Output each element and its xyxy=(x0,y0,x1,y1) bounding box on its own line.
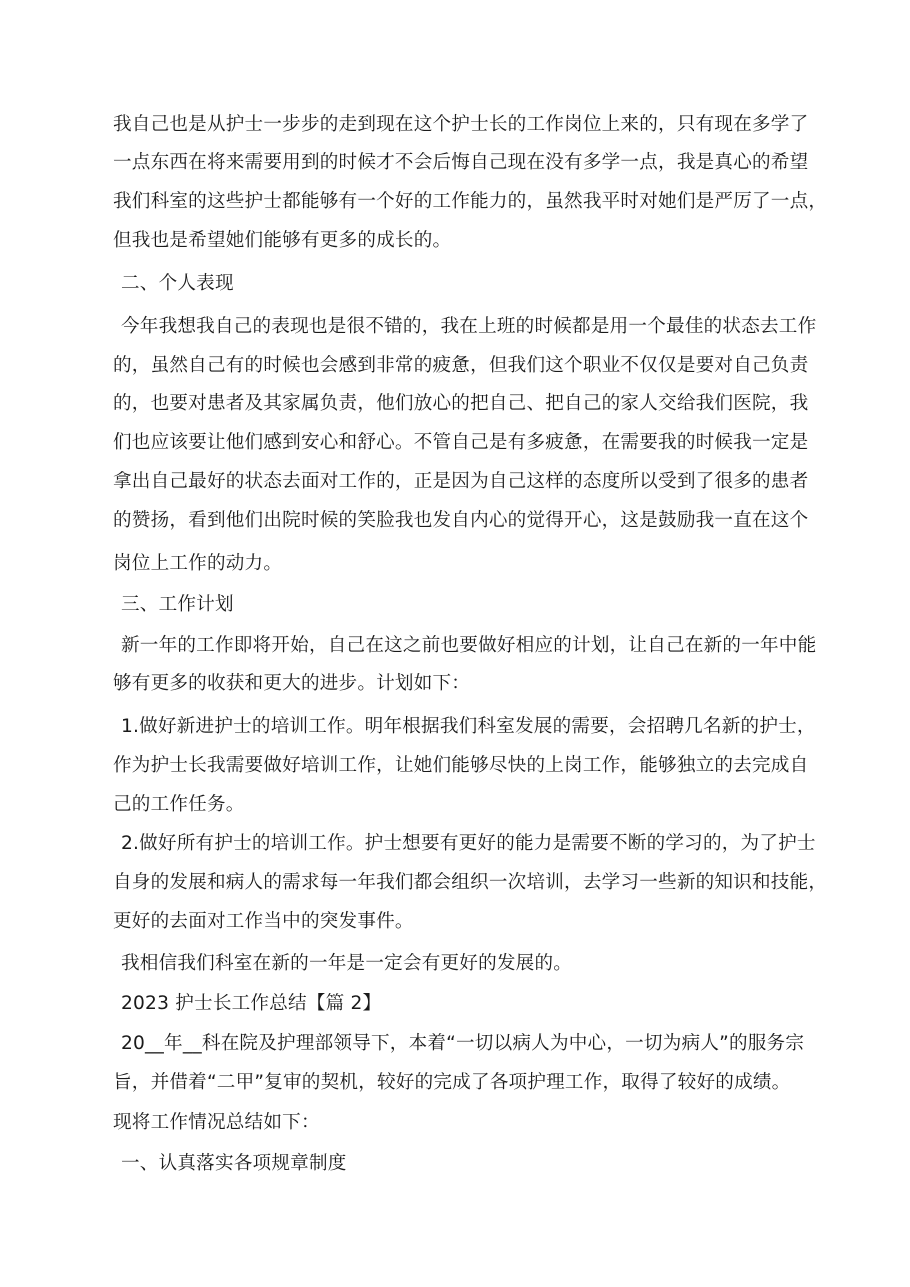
paragraph-line: 够有更多的收获和更大的进步。计划如下： xyxy=(113,673,471,694)
paragraph-line: 今年我想我自己的表现也是很不错的，我在上班的时候都是用一个最佳的状态去工作 xyxy=(121,316,817,337)
list-item-line: 1.做好新进护士的培训工作。明年根据我们科室发展的需要，会招聘几名新的护士， xyxy=(121,716,816,737)
section-heading: 三、工作计划 xyxy=(121,594,234,615)
paragraph-line: 的，也要对患者及其家属负责，他们放心的把自己、把自己的家人交给我们医院，我 xyxy=(113,393,809,414)
section-heading: 一、认真落实各项规章制度 xyxy=(121,1153,347,1174)
list-item-line: 2.做好所有护士的培训工作。护士想要有更好的能力是需要不断的学习的，为了护士 xyxy=(121,833,816,854)
paragraph-line: 我们科室的这些护士都能够有一个好的工作能力的，虽然我平时对她们是严厉了一点， xyxy=(113,191,828,212)
paragraph-line: 的赞扬，看到他们出院时候的笑脸我也发自内心的觉得开心，这是鼓励我一直在这个 xyxy=(113,510,809,531)
paragraph-line: 旨，并借着“二甲”复审的契机，较好的完成了各项护理工作，取得了较好的成绩。 xyxy=(113,1072,791,1093)
paragraph-line: 新一年的工作即将开始，自己在这之前也要做好相应的计划，让自己在新的一年中能 xyxy=(121,635,817,656)
paragraph-line: 更好的去面对工作当中的突发事件。 xyxy=(113,911,414,932)
paragraph-line: 但我也是希望她们能够有更多的成长的。 xyxy=(113,230,452,251)
paragraph-line: 拿出自己最好的状态去面对工作的，正是因为自己这样的态度所以受到了很多的患者 xyxy=(113,471,809,492)
article-title: 2023 护士长工作总结【篇 2】 xyxy=(121,993,382,1014)
paragraph-line: 们也应该要让他们感到安心和舒心。不管自己是有多疲惫，在需要我的时候我一定是 xyxy=(113,432,809,453)
paragraph-line: 我相信我们科室在新的一年是一定会有更好的发展的。 xyxy=(121,953,573,974)
paragraph-line: 的，虽然自己有的时候也会感到非常的疲惫，但我们这个职业不仅仅是要对自己负责 xyxy=(113,355,809,376)
paragraph-line: 己的工作任务。 xyxy=(113,794,245,815)
paragraph-line: 作为护士长我需要做好培训工作，让她们能够尽快的上岗工作，能够独立的去完成自 xyxy=(113,755,809,776)
paragraph-line: 现将工作情况总结如下： xyxy=(113,1112,320,1133)
paragraph-line: 20__年__科在院及护理部领导下，本着“一切以病人为中心，一切为病人”的服务宗 xyxy=(121,1033,805,1054)
paragraph-line: 岗位上工作的动力。 xyxy=(113,553,283,574)
section-heading: 二、个人表现 xyxy=(121,273,234,294)
paragraph-line: 我自己也是从护士一步步的走到现在这个护士长的工作岗位上来的，只有现在多学了 xyxy=(113,114,809,135)
paragraph-line: 一点东西在将来需要用到的时候才不会后悔自己现在没有多学一点，我是真心的希望 xyxy=(113,152,809,173)
paragraph-line: 自身的发展和病人的需求每一年我们都会组织一次培训，去学习一些新的知识和技能， xyxy=(113,872,828,893)
